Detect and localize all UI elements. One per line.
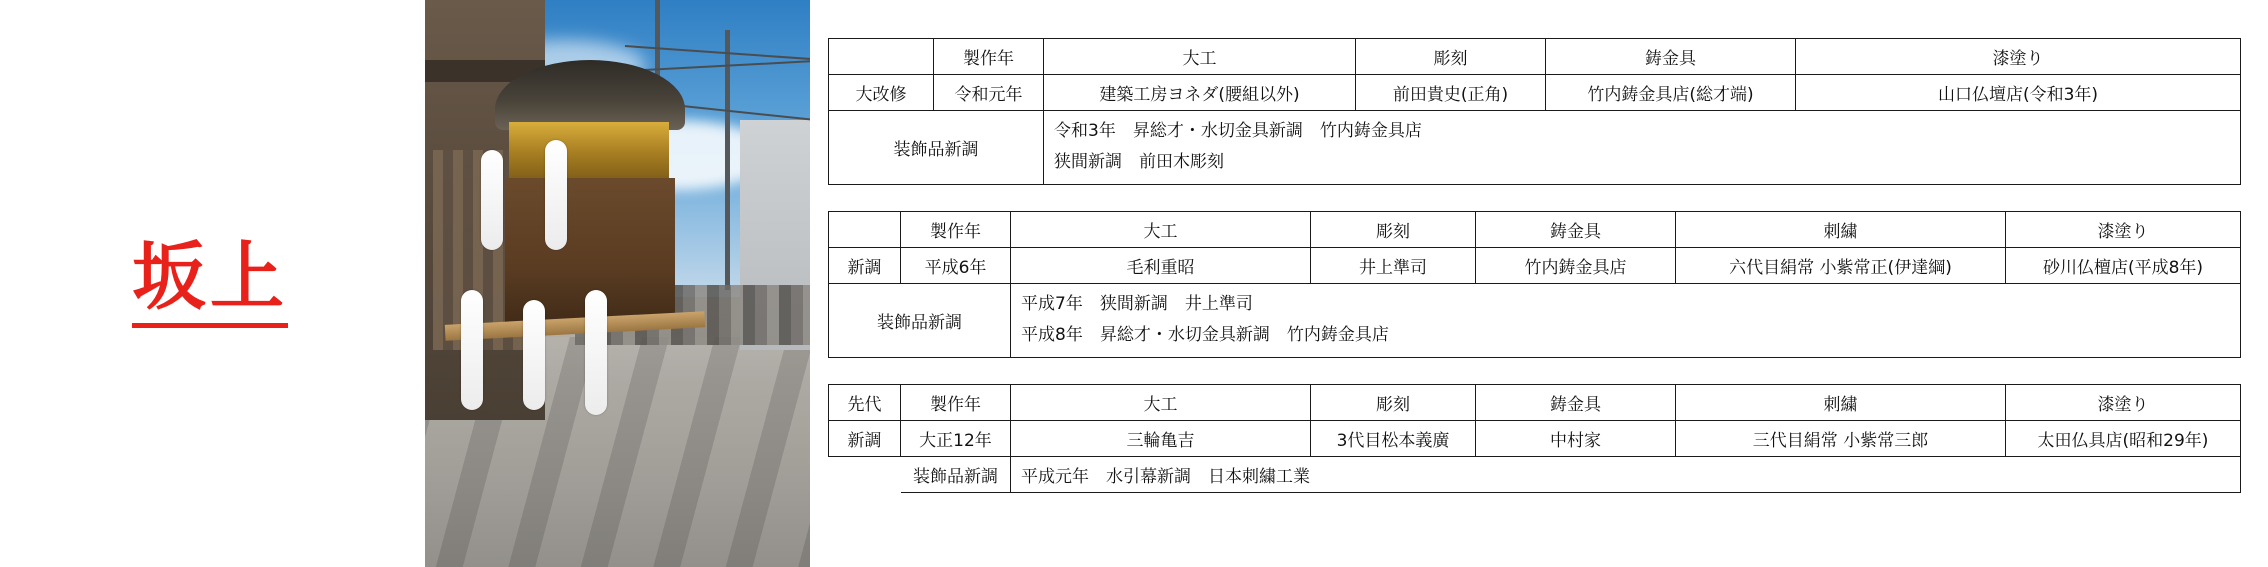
table-notes-content xyxy=(1044,111,2241,185)
table-notes-row xyxy=(829,283,2241,357)
table-header-cell: 大工 xyxy=(1011,211,1311,247)
photo-tassel xyxy=(585,290,607,415)
table-cell: 令和元年 xyxy=(934,75,1044,111)
table-header-cell: 彫刻 xyxy=(1356,39,1546,75)
table-header-cell: 大工 xyxy=(1044,39,1356,75)
table-notes-label: 装飾品新調 xyxy=(829,111,1044,185)
table-note-line: 平成7年 狭間新調 井上準司 xyxy=(1021,293,1253,314)
photo-tassel xyxy=(461,290,483,410)
table-notes-row xyxy=(829,111,2241,185)
table-note-line: 平成8年 昇総才・水切金具新調 竹内鋳金具店 xyxy=(1021,325,1389,346)
table-note-line: 狭間新調 前田木彫刻 xyxy=(1054,152,1224,173)
previous-danjiri-table xyxy=(828,211,2241,358)
table-note-line: 平成元年 水引幕新調 日本刺繍工業 xyxy=(1021,466,1310,487)
table-cell: 三輪亀吉 xyxy=(1011,420,1311,456)
table-note-line: 令和3年 昇総才・水切金具新調 竹内鋳金具店 xyxy=(1054,121,1422,141)
table-notes-content xyxy=(1011,456,2241,492)
table-row xyxy=(829,247,2241,283)
table-row xyxy=(829,75,2241,111)
table-spacer-cell xyxy=(829,456,901,492)
table-header-cell: 製作年 xyxy=(901,211,1011,247)
table-header-cell: 鋳金具 xyxy=(1546,39,1796,75)
table-cell: 建築工房ヨネダ(腰組以外) xyxy=(1044,75,1356,111)
table-cell: 太田仏具店(昭和29年) xyxy=(2006,420,2241,456)
current-danjiri-table xyxy=(828,38,2241,185)
info-tables xyxy=(828,38,2240,519)
table-header-cell: 製作年 xyxy=(934,39,1044,75)
table-notes-label: 装飾品新調 xyxy=(901,456,1011,492)
table-cell: 三代目絹常 小紫常三郎 xyxy=(1676,420,2006,456)
table-header-cell: 先代 xyxy=(829,384,901,420)
page-title-block xyxy=(0,0,420,567)
table-cell: 新調 xyxy=(829,420,901,456)
table-header-cell: 製作年 xyxy=(901,384,1011,420)
table-header-row xyxy=(829,39,2241,75)
table-header-cell: 鋳金具 xyxy=(1476,211,1676,247)
table-notes-row xyxy=(829,456,2241,492)
table-header-row xyxy=(829,384,2241,420)
table-header-cell: 鋳金具 xyxy=(1476,384,1676,420)
table-cell: 大正12年 xyxy=(901,420,1011,456)
photo-danjiri-roof xyxy=(495,60,685,130)
page-title: 坂上 xyxy=(132,239,288,328)
photo-tassel xyxy=(523,300,545,410)
table-header-cell: 刺繍 xyxy=(1676,211,2006,247)
table-header-cell xyxy=(829,39,934,75)
table-cell: 竹内鋳金具店 xyxy=(1476,247,1676,283)
table-cell: 竹内鋳金具店(総才端) xyxy=(1546,75,1796,111)
table-cell: 平成6年 xyxy=(901,247,1011,283)
table-header-cell: 漆塗り xyxy=(2006,211,2241,247)
table-cell: 毛利重昭 xyxy=(1011,247,1311,283)
table-header-cell xyxy=(829,211,901,247)
table-cell: 中村家 xyxy=(1476,420,1676,456)
table-row xyxy=(829,420,2241,456)
table-cell: 砂川仏檀店(平成8年) xyxy=(2006,247,2241,283)
photo-utility-pole xyxy=(725,30,730,290)
table-header-cell: 漆塗り xyxy=(1796,39,2241,75)
table-header-cell: 漆塗り xyxy=(2006,384,2241,420)
table-notes-label: 装飾品新調 xyxy=(829,283,1011,357)
photo-tassel xyxy=(481,150,503,250)
table-notes-content xyxy=(1011,283,2241,357)
table-header-cell: 刺繍 xyxy=(1676,384,2006,420)
table-cell: 井上準司 xyxy=(1311,247,1476,283)
photo-danjiri-carving xyxy=(509,122,669,182)
table-cell: 新調 xyxy=(829,247,901,283)
table-cell: 大改修 xyxy=(829,75,934,111)
table-header-cell: 大工 xyxy=(1011,384,1311,420)
danjiri-photo xyxy=(425,0,810,567)
table-header-row xyxy=(829,211,2241,247)
photo-tassel xyxy=(545,140,567,250)
table-cell: 六代目絹常 小紫常正(伊達綱) xyxy=(1676,247,2006,283)
table-cell: 3代目松本義廣 xyxy=(1311,420,1476,456)
table-header-cell: 彫刻 xyxy=(1311,384,1476,420)
table-cell: 山口仏壇店(令和3年) xyxy=(1796,75,2241,111)
older-danjiri-table xyxy=(828,384,2241,493)
table-cell: 前田貴史(正角) xyxy=(1356,75,1546,111)
table-header-cell: 彫刻 xyxy=(1311,211,1476,247)
